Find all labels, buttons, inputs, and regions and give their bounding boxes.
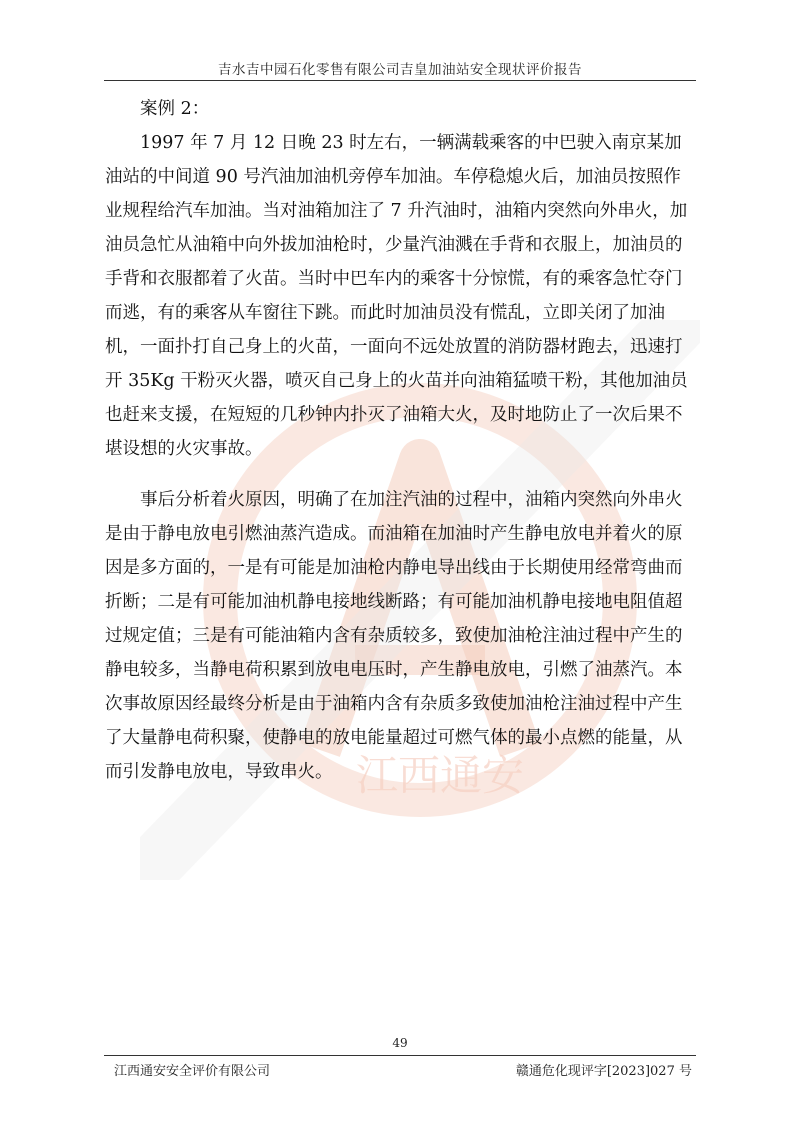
case-paragraph-2: 事后分析着火原因，明确了在加注汽油的过程中，油箱内突然向外串火是由于静电放电引燃油蒸汽造成。而油箱在加油时产生静电放电并着火的原因是多方面的，一是有可能是加油枪内静电导出线由于长期使用经常弯曲而折断；二是有可能加油机静电接地线断路；有可能加油机静电接地电阻值超过规定值；三是有可能油箱内含有杂质较多，致使加油枪注油过程中产生的静电较多，当静电荷积累到放电电压时，产生静电放电，引燃了油蒸汽。本次事故原因经最终分析是由于油箱内含有杂质多致使加油枪注油过程中产生了大量静电荷积聚，使静电的放电能量超过可燃气体的最小点燃的能量，从而引发静电放电，导致串火。 [105, 490, 683, 782]
footer-divider [104, 1055, 696, 1056]
document-body [105, 92, 695, 789]
header-title: 吉水吉中园石化零售有限公司吉皇加油站安全现状评价报告 [218, 62, 582, 78]
case-paragraph-1: 1997 年 7 月 12 日晚 23 时左右，一辆满载乘客的中巴驶入南京某加油站的中间道 90 号汽油加油机旁停车加油。车停稳熄火后，加油员按照作业规程给汽车加油。当对油箱加注了 7 升汽油时，油箱内突然向外串火，加油员急忙从油箱中向外拔加油枪时，少量汽油溅在手背和衣服上，加油员的手背和衣服都着了火苗。当时中巴车内的乘客十分惊慌，有的乘客急忙夺门而逃，有的乘客从车窗往下跳。而此时加油员没有慌乱，立即关闭了加油机，一面扑打自己身上的火苗，一面向不远处放置的消防器材跑去，迅速打开 35Kg 干粉灭火器，喷灭自己身上的火苗并向油箱猛喷干粉，其他加油员也赶来支援，在短短的几秒钟内扑灭了油箱大火，及时地防止了一次后果不堪设想的火灾事故。 [105, 133, 688, 459]
header-divider [104, 80, 696, 81]
page-number: 49 [392, 1036, 408, 1050]
footer-company: 江西通安安全评价有限公司 [114, 1064, 271, 1079]
footer-doc-number: 赣通危化现评字[2023]027 号 [515, 1064, 692, 1079]
watermark-seal-text: 江西通安 [355, 751, 525, 800]
case-heading: 案例 2： [140, 99, 210, 119]
